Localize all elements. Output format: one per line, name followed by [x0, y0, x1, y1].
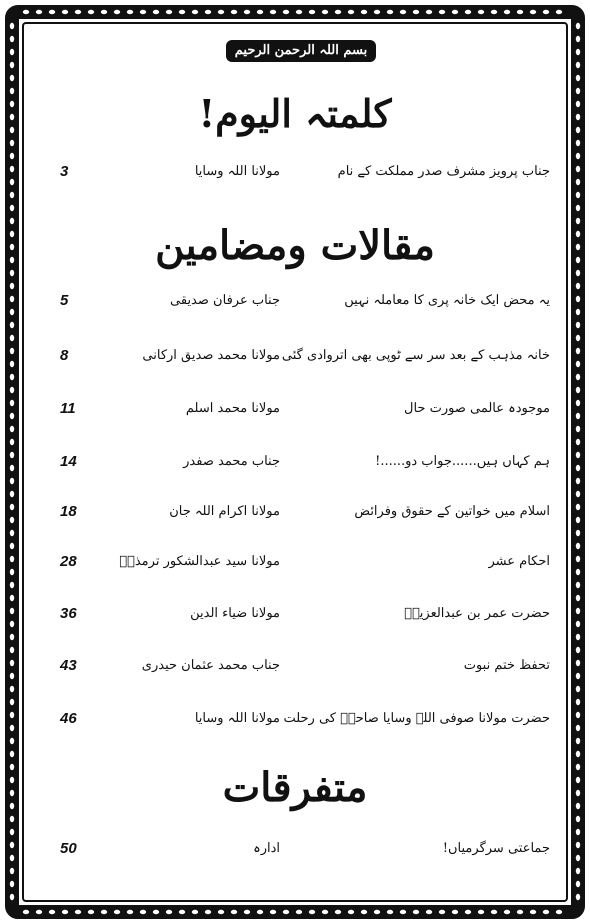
- toc-row[interactable]: [40, 449, 550, 475]
- border-bead: [10, 582, 14, 588]
- toc-author: مولانا اللہ وسایا: [194, 711, 280, 726]
- border-bead: [10, 543, 14, 549]
- border-bead: [576, 62, 580, 68]
- border-bead: [36, 910, 42, 914]
- toc-title: موجودہ عالمی صورت حال: [404, 401, 550, 416]
- toc-page-number: 46: [60, 710, 77, 727]
- border-bead: [166, 910, 172, 914]
- border-bead: [179, 10, 185, 14]
- border-bead: [576, 751, 580, 757]
- border-bead: [10, 179, 14, 185]
- border-bead: [10, 556, 14, 562]
- border-bead: [576, 205, 580, 211]
- border-bead: [10, 673, 14, 679]
- border-bead: [530, 10, 536, 14]
- toc-title: اسلام میں خواتین کے حقوق وفرائض: [354, 504, 550, 519]
- section-heading-editorial: کلمتہ الیوم!: [198, 91, 392, 136]
- border-bead: [576, 894, 580, 900]
- toc-author: جناب محمد صفدر: [183, 454, 280, 469]
- border-bead: [439, 910, 445, 914]
- toc-title: خانہ مذہب کے بعد سر سے ٹوپی بھی اتروادی گئی: [281, 348, 550, 363]
- border-bead: [10, 855, 14, 861]
- border-bead: [530, 910, 536, 914]
- border-bead: [10, 192, 14, 198]
- border-bead: [88, 10, 94, 14]
- border-bead: [192, 10, 198, 14]
- border-bead: [576, 842, 580, 848]
- border-bead: [231, 910, 237, 914]
- border-bead: [576, 868, 580, 874]
- border-bead: [309, 910, 315, 914]
- border-bead: [374, 910, 380, 914]
- border-bead: [576, 686, 580, 692]
- border-bead: [218, 10, 224, 14]
- border-bead: [452, 10, 458, 14]
- border-bead: [576, 712, 580, 718]
- border-bead: [10, 751, 14, 757]
- border-bead: [400, 10, 406, 14]
- border-bead: [576, 374, 580, 380]
- border-bead: [322, 910, 328, 914]
- border-bead: [576, 49, 580, 55]
- border-bead: [576, 309, 580, 315]
- border-bead: [257, 10, 263, 14]
- border-bead: [10, 530, 14, 536]
- border-bead: [576, 556, 580, 562]
- border-bead: [374, 10, 380, 14]
- border-bead: [576, 647, 580, 653]
- border-bead: [10, 595, 14, 601]
- border-bead: [576, 36, 580, 42]
- toc-row[interactable]: [40, 159, 550, 185]
- border-bead: [10, 374, 14, 380]
- toc-author: مولانا اللہ وسایا: [194, 164, 280, 179]
- border-bead: [10, 348, 14, 354]
- border-bead: [413, 10, 419, 14]
- border-bead: [10, 426, 14, 432]
- border-bead: [36, 10, 42, 14]
- toc-title: احکام عشر: [488, 554, 550, 569]
- section-heading-miscellaneous: متفرقات: [222, 764, 368, 811]
- border-bead: [10, 335, 14, 341]
- border-bead: [361, 10, 367, 14]
- toc-title: حضرت مولانا صوفی اللہ وسایا صاحبؒ کی رحلت: [283, 711, 550, 726]
- toc-row[interactable]: [40, 288, 550, 314]
- border-bead: [576, 582, 580, 588]
- border-bead: [10, 647, 14, 653]
- toc-row[interactable]: [40, 396, 550, 422]
- border-bead: [10, 517, 14, 523]
- border-bead: [10, 205, 14, 211]
- border-bead: [576, 296, 580, 302]
- toc-page-number: 50: [60, 840, 77, 857]
- border-bead: [517, 910, 523, 914]
- border-bead: [114, 910, 120, 914]
- border-bead: [10, 725, 14, 731]
- border-bead: [10, 361, 14, 367]
- border-bead: [127, 10, 133, 14]
- border-bead: [296, 910, 302, 914]
- border-bead: [10, 491, 14, 497]
- border-bead: [576, 673, 580, 679]
- toc-row[interactable]: [40, 836, 550, 862]
- border-bead: [576, 348, 580, 354]
- border-bead: [478, 10, 484, 14]
- border-bead: [101, 10, 107, 14]
- border-bead: [576, 452, 580, 458]
- toc-title: تحفظ ختم نبوت: [463, 658, 550, 673]
- border-bead: [218, 910, 224, 914]
- border-bead: [10, 842, 14, 848]
- border-bead: [348, 10, 354, 14]
- toc-page-number: 8: [60, 347, 69, 364]
- border-bead: [478, 910, 484, 914]
- border-bead: [576, 738, 580, 744]
- border-bead: [10, 322, 14, 328]
- border-bead: [140, 910, 146, 914]
- border-bead: [10, 894, 14, 900]
- border-bead: [10, 166, 14, 172]
- border-bead: [296, 10, 302, 14]
- border-bead: [576, 153, 580, 159]
- border-bead: [10, 712, 14, 718]
- border-bead: [576, 608, 580, 614]
- toc-row[interactable]: [40, 706, 550, 732]
- border-bead: [270, 910, 276, 914]
- border-bead: [10, 439, 14, 445]
- border-bead: [576, 192, 580, 198]
- border-bead: [387, 10, 393, 14]
- border-bead: [576, 595, 580, 601]
- toc-author: مولانا محمد اسلم: [185, 401, 280, 416]
- border-bead: [10, 634, 14, 640]
- border-bead: [10, 23, 14, 29]
- border-bead: [491, 910, 497, 914]
- border-bead: [413, 910, 419, 914]
- border-bead: [556, 10, 562, 14]
- border-bead: [10, 504, 14, 510]
- border-bead: [10, 452, 14, 458]
- border-bead: [465, 910, 471, 914]
- border-bead: [10, 62, 14, 68]
- border-bead: [10, 881, 14, 887]
- border-bead: [257, 910, 263, 914]
- toc-author: مولانا سید عبدالشکور ترمذیؒ: [119, 554, 280, 569]
- border-bead: [576, 335, 580, 341]
- border-bead: [576, 23, 580, 29]
- border-bead: [10, 868, 14, 874]
- border-bead: [576, 166, 580, 172]
- border-bead: [335, 910, 341, 914]
- border-bead: [192, 910, 198, 914]
- border-bead: [576, 361, 580, 367]
- border-bead: [576, 829, 580, 835]
- toc-title: جماعتی سرگرمیاں!: [442, 841, 550, 856]
- border-bead: [576, 634, 580, 640]
- border-bead: [10, 75, 14, 81]
- border-bead: [114, 10, 120, 14]
- border-bead: [322, 10, 328, 14]
- border-bead: [504, 910, 510, 914]
- border-bead: [335, 10, 341, 14]
- toc-author: جناب محمد عثمان حیدری: [141, 658, 280, 673]
- border-bead: [452, 910, 458, 914]
- border-bead: [244, 10, 250, 14]
- border-bead: [504, 10, 510, 14]
- border-bead: [140, 10, 146, 14]
- border-bead: [10, 400, 14, 406]
- border-bead: [10, 36, 14, 42]
- border-bead: [576, 283, 580, 289]
- border-bead: [10, 413, 14, 419]
- border-bead: [576, 387, 580, 393]
- toc-page-number: 3: [60, 163, 69, 180]
- border-bead: [576, 75, 580, 81]
- border-bead: [576, 322, 580, 328]
- border-bead: [426, 10, 432, 14]
- border-bead: [10, 296, 14, 302]
- border-bead: [439, 10, 445, 14]
- border-bead: [10, 387, 14, 393]
- border-bead: [179, 910, 185, 914]
- border-bead: [576, 569, 580, 575]
- border-bead: [49, 910, 55, 914]
- toc-author: مولانا ضیاء الدین: [190, 606, 280, 621]
- border-bead: [101, 910, 107, 914]
- bismillah-banner: بسم اللہ الرحمن الرحیم: [226, 40, 376, 62]
- border-bead: [49, 10, 55, 14]
- toc-page-number: 43: [60, 657, 77, 674]
- toc-row[interactable]: [40, 549, 550, 575]
- border-bead: [309, 10, 315, 14]
- border-bead: [62, 910, 68, 914]
- toc-page-number: 11: [60, 400, 76, 417]
- border-bead: [576, 530, 580, 536]
- border-bead: [400, 910, 406, 914]
- border-bead: [576, 413, 580, 419]
- toc-title: جناب پرویز مشرف صدر مملکت کے نام: [337, 164, 550, 179]
- border-bead: [576, 465, 580, 471]
- border-bead: [10, 49, 14, 55]
- border-bead: [75, 10, 81, 14]
- section-heading-articles: مقالات ومضامین: [155, 222, 435, 269]
- border-bead: [361, 910, 367, 914]
- toc-row[interactable]: [40, 601, 550, 627]
- border-bead: [576, 504, 580, 510]
- border-bead: [231, 10, 237, 14]
- border-bead: [517, 10, 523, 14]
- toc-title: حضرت عمر بن عبدالعزیزؒ: [404, 606, 550, 621]
- border-bead: [576, 855, 580, 861]
- border-bead: [576, 543, 580, 549]
- border-bead: [283, 10, 289, 14]
- border-bead: [10, 660, 14, 666]
- toc-page-number: 18: [60, 503, 77, 520]
- toc-page-number: 36: [60, 605, 77, 622]
- border-bead: [62, 10, 68, 14]
- border-bead: [491, 10, 497, 14]
- border-bead: [283, 910, 289, 914]
- border-bead: [576, 439, 580, 445]
- border-bead: [426, 910, 432, 914]
- border-bead: [10, 621, 14, 627]
- border-bead: [576, 725, 580, 731]
- toc-page-number: 14: [60, 453, 77, 470]
- border-bead: [576, 491, 580, 497]
- border-bead: [88, 910, 94, 914]
- border-bead: [556, 910, 562, 914]
- border-bead: [10, 478, 14, 484]
- border-bead: [576, 660, 580, 666]
- toc-page-number: 28: [60, 553, 77, 570]
- border-bead: [10, 465, 14, 471]
- border-bead: [576, 179, 580, 185]
- border-bead: [348, 910, 354, 914]
- border-bead: [166, 10, 172, 14]
- border-bead: [387, 910, 393, 914]
- border-bead: [205, 910, 211, 914]
- toc-row[interactable]: [40, 653, 550, 679]
- toc-author: ادارہ: [253, 841, 280, 856]
- toc-author: مولانا اکرام اللہ جان: [169, 504, 280, 519]
- border-bead: [270, 10, 276, 14]
- border-bead: [576, 699, 580, 705]
- border-bead: [10, 686, 14, 692]
- border-bead: [576, 881, 580, 887]
- toc-title: یہ محض ایک خانہ پری کا معاملہ نہیں: [344, 293, 550, 308]
- border-bead: [10, 283, 14, 289]
- border-bead: [10, 608, 14, 614]
- border-bead: [10, 153, 14, 159]
- border-bead: [153, 10, 159, 14]
- border-bead: [10, 309, 14, 315]
- border-bead: [543, 10, 549, 14]
- toc-title: ہم کہاں ہیں......جواب دو......!: [375, 454, 550, 469]
- border-bead: [576, 400, 580, 406]
- border-bead: [10, 699, 14, 705]
- border-bead: [75, 910, 81, 914]
- toc-author: جناب عرفان صدیقی: [170, 293, 280, 308]
- toc-row[interactable]: [40, 499, 550, 525]
- border-bead: [23, 10, 29, 14]
- border-bead: [127, 910, 133, 914]
- border-bead: [576, 621, 580, 627]
- border-bead: [244, 910, 250, 914]
- border-bead: [576, 478, 580, 484]
- toc-author: مولانا محمد صدیق ارکانی: [142, 348, 280, 363]
- border-bead: [153, 910, 159, 914]
- border-bead: [10, 738, 14, 744]
- border-bead: [465, 10, 471, 14]
- border-bead: [205, 10, 211, 14]
- toc-row[interactable]: [40, 343, 550, 369]
- border-bead: [543, 910, 549, 914]
- border-bead: [576, 426, 580, 432]
- toc-page-number: 5: [60, 292, 69, 309]
- border-bead: [10, 829, 14, 835]
- border-bead: [576, 517, 580, 523]
- border-bead: [10, 569, 14, 575]
- border-bead: [23, 910, 29, 914]
